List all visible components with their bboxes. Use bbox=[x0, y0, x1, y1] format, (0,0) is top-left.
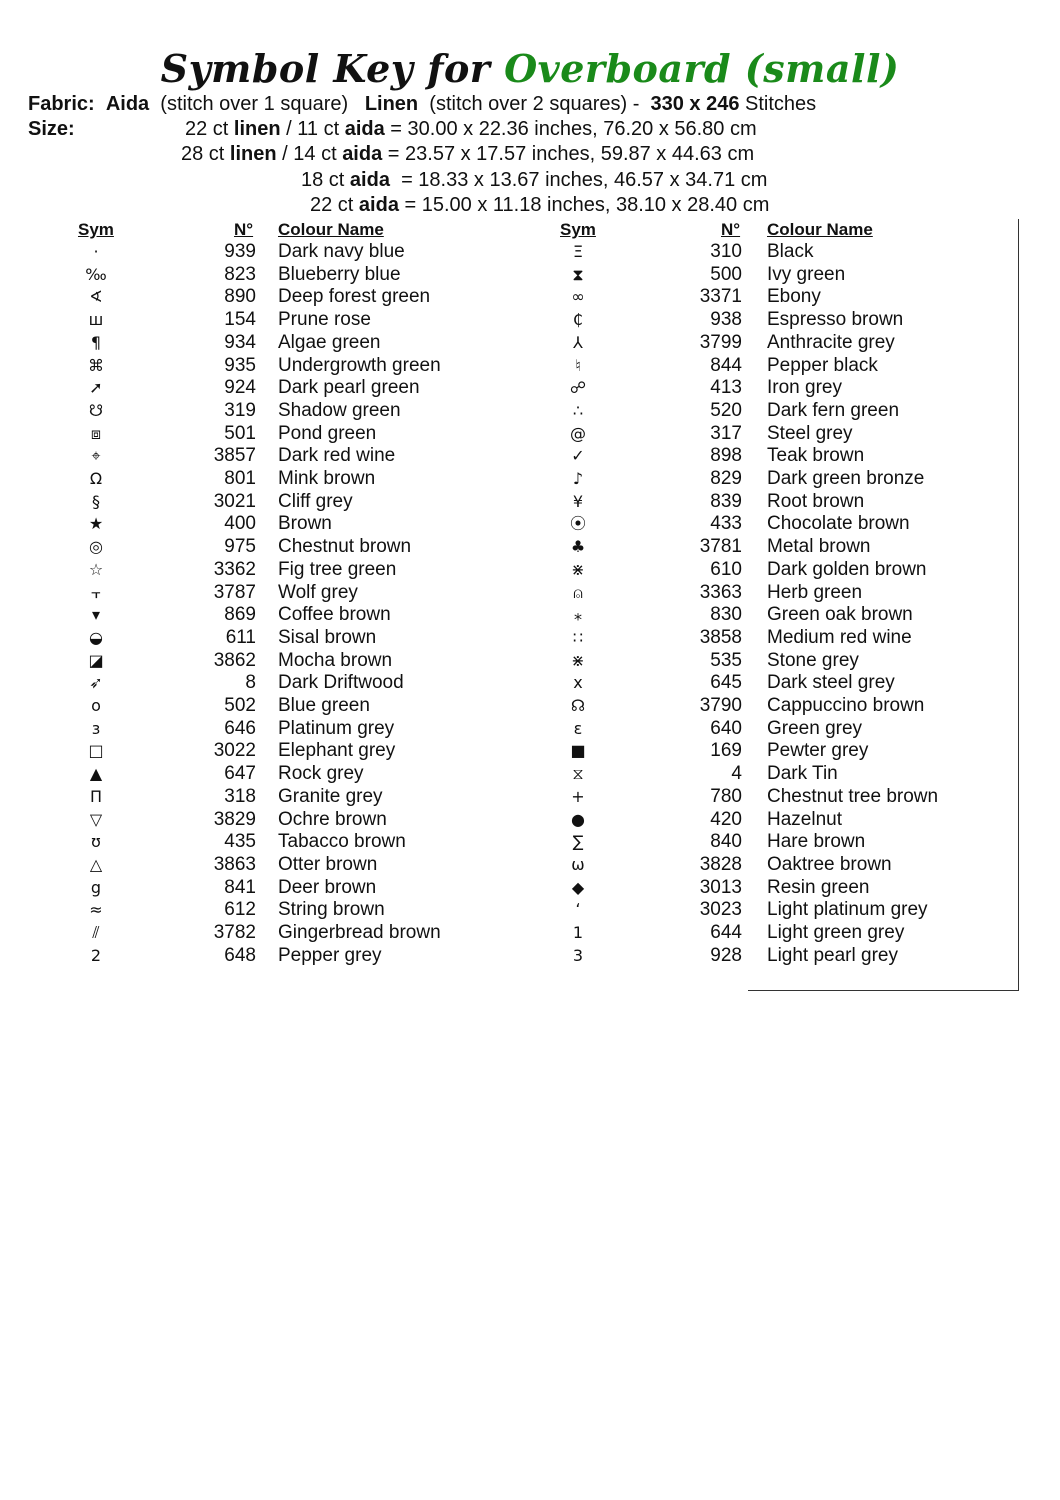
colour-name: Dark green bronze bbox=[767, 468, 925, 489]
thread-number: 3858 bbox=[699, 626, 742, 648]
table-row bbox=[0, 763, 1060, 786]
colour-name: Gingerbread brown bbox=[278, 922, 441, 943]
colour-name: String brown bbox=[278, 899, 385, 921]
thread-number: 780 bbox=[710, 785, 742, 807]
symbol-glyph: ⍝ bbox=[573, 582, 583, 602]
colour-name: Otter brown bbox=[278, 853, 378, 875]
thread-number: 535 bbox=[710, 649, 742, 671]
size-line bbox=[310, 193, 769, 218]
colour-name: Light platinum grey bbox=[767, 899, 928, 921]
colour-name: Dark Tin bbox=[767, 763, 838, 785]
colour-name: Herb green bbox=[767, 581, 863, 603]
size-fabric: aida bbox=[349, 169, 390, 191]
size-ct: 28 ct bbox=[181, 143, 230, 165]
thread-number: 839 bbox=[710, 490, 742, 512]
thread-number: 841 bbox=[224, 876, 256, 898]
table-row bbox=[0, 877, 1060, 900]
symbol-glyph: ɜ bbox=[91, 718, 101, 738]
size-ct: 22 ct bbox=[310, 194, 359, 216]
table-row bbox=[0, 604, 1060, 627]
symbol-glyph: ⁎ bbox=[574, 605, 582, 625]
table-row bbox=[0, 718, 1060, 741]
thread-number: 3857 bbox=[213, 445, 256, 467]
size-fabric: linen bbox=[233, 118, 281, 140]
header-name-right: Colour Name bbox=[767, 220, 873, 239]
size-dims: = 15.00 x 11.18 inches, 38.10 x 28.40 cm bbox=[398, 194, 770, 216]
symbol-glyph: · bbox=[93, 242, 99, 261]
thread-number: 420 bbox=[710, 808, 742, 830]
colour-name: Teak brown bbox=[767, 445, 865, 467]
thread-number: 169 bbox=[710, 740, 742, 762]
size-dims: = 23.57 x 17.57 inches, 59.87 x 44.63 cm bbox=[382, 143, 755, 165]
colour-name: Metal brown bbox=[767, 536, 871, 558]
symbol-glyph: Π bbox=[89, 786, 103, 806]
thread-number: 611 bbox=[225, 626, 256, 648]
symbol-glyph: Ξ bbox=[572, 242, 584, 261]
title-prefix: Symbol Key for bbox=[160, 46, 491, 91]
thread-number: 840 bbox=[710, 831, 742, 853]
symbol-glyph: ♮ bbox=[575, 355, 581, 375]
symbol-glyph: ∢ bbox=[89, 287, 103, 307]
thread-number: 823 bbox=[224, 263, 256, 285]
thread-number: 319 bbox=[224, 399, 256, 421]
size-label: Size: bbox=[28, 118, 75, 140]
colour-name: Sisal brown bbox=[278, 626, 377, 648]
colour-name: Cliff grey bbox=[278, 490, 353, 512]
header-num-left: N° bbox=[234, 220, 254, 239]
colour-name: Undergrowth green bbox=[278, 354, 441, 376]
table-row bbox=[0, 922, 1060, 945]
thread-number: 3022 bbox=[213, 740, 256, 762]
table-row bbox=[0, 332, 1060, 355]
fabric-line bbox=[28, 92, 816, 117]
symbol-glyph: ♣ bbox=[570, 537, 586, 557]
size-label-line bbox=[28, 117, 75, 142]
colour-name: Medium red wine bbox=[767, 626, 912, 648]
table-row bbox=[0, 650, 1060, 673]
symbol-glyph: ☍ bbox=[569, 378, 587, 398]
colour-name: Prune rose bbox=[278, 309, 371, 331]
symbol-glyph: ∷ bbox=[572, 627, 584, 647]
fabric-linen-note: (stitch over 2 squares) - bbox=[429, 93, 640, 115]
thread-number: 318 bbox=[224, 785, 256, 807]
symbol-glyph: ʊ bbox=[91, 832, 101, 852]
table-row bbox=[0, 627, 1060, 650]
symbol-glyph: 2 bbox=[90, 945, 102, 965]
colour-name: Wolf grey bbox=[278, 581, 358, 603]
thread-number: 8 bbox=[245, 672, 256, 694]
symbol-glyph: ¶ bbox=[90, 332, 102, 352]
thread-number: 3799 bbox=[699, 331, 742, 353]
colour-name: Black bbox=[767, 241, 814, 262]
colour-name: Root brown bbox=[767, 490, 865, 512]
symbol-glyph: ➚ bbox=[89, 378, 103, 398]
size-sep: / 14 ct bbox=[276, 143, 343, 165]
thread-number: 3863 bbox=[213, 853, 256, 875]
thread-number: 612 bbox=[224, 899, 256, 921]
fabric-label: Fabric: bbox=[28, 93, 95, 115]
symbol-glyph: ◎ bbox=[89, 537, 103, 557]
table-row bbox=[0, 355, 1060, 378]
thread-number: 610 bbox=[710, 558, 742, 580]
table-row bbox=[0, 241, 1060, 264]
size-fabric2: aida bbox=[342, 143, 383, 165]
colour-name: Shadow green bbox=[278, 399, 401, 421]
symbol-glyph: ★ bbox=[88, 514, 104, 534]
table-row bbox=[0, 286, 1060, 309]
thread-number: 317 bbox=[710, 422, 742, 444]
colour-name: Hare brown bbox=[767, 831, 866, 853]
symbol-glyph: ¥ bbox=[572, 491, 584, 511]
size-line bbox=[301, 168, 767, 193]
symbol-glyph: △ bbox=[89, 854, 103, 874]
thread-number: 890 bbox=[224, 286, 256, 308]
colour-name: Cappuccino brown bbox=[767, 695, 925, 716]
colour-name: Dark navy blue bbox=[278, 241, 405, 262]
colour-name: Pepper black bbox=[767, 354, 878, 376]
thread-number: 3013 bbox=[699, 876, 742, 898]
size-fabric: aida bbox=[358, 194, 399, 216]
colour-name: Blueberry blue bbox=[278, 263, 401, 285]
thread-number: 645 bbox=[710, 672, 742, 694]
thread-number: 975 bbox=[224, 536, 256, 558]
colour-name: Algae green bbox=[278, 331, 381, 353]
thread-number: 3781 bbox=[699, 536, 742, 558]
colour-name: Rock grey bbox=[278, 763, 364, 785]
symbol-glyph: ♪ bbox=[572, 469, 584, 488]
colour-name: Dark golden brown bbox=[767, 558, 927, 580]
symbol-glyph: ε bbox=[573, 718, 583, 738]
table-row bbox=[0, 445, 1060, 468]
thread-number: 502 bbox=[224, 695, 256, 716]
thread-number: 869 bbox=[224, 604, 256, 626]
symbol-glyph: ⧗ bbox=[572, 264, 584, 284]
symbol-glyph: ✓ bbox=[571, 446, 585, 466]
thread-number: 928 bbox=[710, 944, 742, 966]
pattern-name: Overboard (small) bbox=[504, 46, 900, 91]
thread-number: 3023 bbox=[699, 899, 742, 921]
colour-name: Green grey bbox=[767, 717, 863, 739]
thread-number: 898 bbox=[710, 445, 742, 467]
symbol-glyph: ■ bbox=[570, 741, 586, 761]
symbol-glyph: ∴ bbox=[572, 400, 584, 420]
table-row bbox=[0, 423, 1060, 446]
thread-number: 829 bbox=[710, 468, 742, 489]
size-dims: = 18.33 x 13.67 inches, 46.57 x 34.71 cm bbox=[389, 169, 768, 191]
colour-name: Chestnut brown bbox=[278, 536, 412, 558]
symbol-glyph: ⌖ bbox=[91, 446, 101, 466]
symbol-glyph: ω bbox=[571, 854, 585, 874]
symbol-glyph: g bbox=[90, 877, 102, 897]
header-name-left: Colour Name bbox=[278, 220, 384, 239]
colour-name: Coffee brown bbox=[278, 604, 391, 626]
stitch-dims: 330 x 246 bbox=[650, 93, 740, 115]
table-row bbox=[0, 854, 1060, 877]
thread-number: 935 bbox=[224, 354, 256, 376]
symbol-glyph: ▲ bbox=[89, 764, 103, 784]
thread-number: 3362 bbox=[213, 558, 256, 580]
table-row bbox=[0, 491, 1060, 514]
table-row bbox=[0, 786, 1060, 809]
thread-number: 3829 bbox=[213, 808, 256, 830]
symbol-glyph: ⅄ bbox=[573, 332, 583, 352]
symbol-glyph: § bbox=[92, 491, 100, 511]
colour-name: Stone grey bbox=[767, 649, 859, 671]
colour-name: Platinum grey bbox=[278, 717, 395, 739]
table-row bbox=[0, 672, 1060, 695]
colour-name: Light pearl grey bbox=[767, 944, 898, 966]
thread-number: 3828 bbox=[699, 853, 742, 875]
colour-name: Ivy green bbox=[767, 263, 846, 285]
colour-name: Mocha brown bbox=[278, 649, 393, 671]
fabric-aida: Aida bbox=[105, 93, 150, 115]
symbol-glyph: @ bbox=[570, 423, 586, 443]
colour-name: Granite grey bbox=[278, 785, 383, 807]
symbol-glyph: ◪ bbox=[88, 650, 104, 670]
thread-number: 644 bbox=[710, 922, 742, 943]
symbol-glyph: ⋇ bbox=[571, 559, 585, 579]
thread-number: 435 bbox=[224, 831, 256, 853]
symbol-glyph: ш bbox=[88, 310, 104, 330]
fabric-linen: Linen bbox=[364, 93, 419, 115]
colour-name: Ochre brown bbox=[278, 808, 387, 830]
symbol-glyph: 1 bbox=[572, 923, 584, 942]
symbol-glyph: ‰ bbox=[85, 264, 107, 284]
header-sym-right: Sym bbox=[560, 220, 596, 239]
symbol-glyph: ∞ bbox=[571, 287, 585, 307]
bottom-border bbox=[748, 990, 1019, 991]
thread-number: 413 bbox=[710, 377, 742, 399]
symbol-glyph: ⫟ bbox=[91, 582, 101, 602]
symbol-glyph: ☊ bbox=[570, 696, 586, 715]
table-row bbox=[0, 400, 1060, 423]
symbol-glyph: ≈ bbox=[89, 900, 103, 920]
thread-number: 844 bbox=[710, 354, 742, 376]
size-ct: 18 ct bbox=[301, 169, 350, 191]
fabric-aida-note: (stitch over 1 square) bbox=[160, 93, 349, 115]
thread-number: 934 bbox=[224, 331, 256, 353]
symbol-glyph: ₵ bbox=[572, 310, 584, 330]
table-row bbox=[0, 513, 1060, 536]
thread-number: 3363 bbox=[699, 581, 742, 603]
size-sep: / 11 ct bbox=[280, 118, 345, 140]
colour-name: Hazelnut bbox=[767, 808, 842, 830]
colour-name: Chestnut tree brown bbox=[767, 785, 939, 807]
table-row bbox=[0, 468, 1060, 491]
size-fabric: linen bbox=[229, 143, 277, 165]
colour-name: Oaktree brown bbox=[767, 853, 892, 875]
thread-number: 4 bbox=[731, 763, 742, 785]
colour-name: Ebony bbox=[767, 286, 821, 308]
colour-name: Espresso brown bbox=[767, 309, 904, 331]
table-row bbox=[0, 945, 1060, 968]
table-row bbox=[0, 809, 1060, 832]
page-title bbox=[0, 40, 1060, 98]
thread-number: 520 bbox=[710, 399, 742, 421]
colour-name: Steel grey bbox=[767, 422, 853, 444]
symbol-glyph: + bbox=[571, 786, 585, 806]
thread-number: 647 bbox=[224, 763, 256, 785]
thread-number: 501 bbox=[224, 422, 256, 444]
colour-name: Elephant grey bbox=[278, 740, 396, 762]
colour-name: Deep forest green bbox=[278, 286, 431, 308]
size-line bbox=[185, 117, 757, 142]
colour-name: Dark steel grey bbox=[767, 672, 895, 694]
colour-name: Deer brown bbox=[278, 876, 377, 898]
thread-number: 648 bbox=[224, 944, 256, 966]
colour-name: Light green grey bbox=[767, 922, 905, 943]
thread-number: 3787 bbox=[213, 581, 256, 603]
thread-number: 646 bbox=[224, 717, 256, 739]
thread-number: 801 bbox=[224, 468, 256, 489]
thread-number: 3862 bbox=[213, 649, 256, 671]
symbol-glyph: 3 bbox=[572, 945, 584, 965]
thread-number: 400 bbox=[224, 513, 256, 535]
header-sym-left: Sym bbox=[78, 220, 114, 239]
colour-name: Anthracite grey bbox=[767, 331, 895, 353]
table-row bbox=[0, 831, 1060, 854]
thread-number: 3790 bbox=[699, 695, 742, 716]
table-row bbox=[0, 559, 1060, 582]
thread-number: 3371 bbox=[699, 286, 742, 308]
right-border bbox=[1018, 219, 1019, 991]
thread-number: 433 bbox=[710, 513, 742, 535]
size-fabric2: aida bbox=[344, 118, 385, 140]
table-row bbox=[0, 264, 1060, 287]
symbol-glyph: ⌘ bbox=[88, 355, 104, 375]
colour-name: Tabacco brown bbox=[278, 831, 406, 853]
table-row bbox=[0, 582, 1060, 605]
colour-name: Dark Driftwood bbox=[278, 672, 404, 694]
symbol-glyph: □ bbox=[88, 741, 104, 761]
symbol-glyph: ☆ bbox=[88, 559, 104, 579]
symbol-glyph: x bbox=[573, 673, 583, 693]
colour-name: Dark red wine bbox=[278, 445, 396, 467]
colour-name: Brown bbox=[278, 513, 332, 535]
thread-number: 924 bbox=[224, 377, 256, 399]
colour-name: Resin green bbox=[767, 876, 870, 898]
symbol-glyph: ☋ bbox=[88, 400, 104, 420]
symbol-glyph: ∑ bbox=[572, 832, 584, 852]
colour-name: Dark fern green bbox=[767, 399, 900, 421]
thread-number: 310 bbox=[710, 241, 742, 262]
size-line bbox=[181, 142, 754, 167]
symbol-glyph: ◆ bbox=[571, 877, 585, 897]
symbol-glyph: ▽ bbox=[89, 809, 103, 829]
stitches-label: Stitches bbox=[745, 93, 817, 115]
symbol-glyph: ⧈ bbox=[90, 423, 102, 443]
symbol-glyph: ⋇ bbox=[571, 650, 585, 670]
size-dims: = 30.00 x 22.36 inches, 76.20 x 56.80 cm bbox=[384, 118, 757, 140]
colour-name: Fig tree green bbox=[278, 558, 397, 580]
colour-name: Mink brown bbox=[278, 468, 376, 489]
symbol-glyph: ⫽ bbox=[92, 923, 100, 942]
thread-number: 939 bbox=[224, 241, 256, 262]
symbol-glyph: ▾ bbox=[91, 605, 101, 625]
colour-name: Iron grey bbox=[767, 377, 842, 399]
table-row bbox=[0, 377, 1060, 400]
symbol-glyph: o bbox=[91, 696, 101, 715]
table-row bbox=[0, 899, 1060, 922]
table-row bbox=[0, 309, 1060, 332]
thread-number: 3021 bbox=[213, 490, 256, 512]
symbol-glyph: ◒ bbox=[89, 627, 103, 647]
colour-name: Green oak brown bbox=[767, 604, 913, 626]
table-row bbox=[0, 536, 1060, 559]
thread-number: 154 bbox=[224, 309, 256, 331]
table-row bbox=[0, 695, 1060, 718]
colour-name: Blue green bbox=[278, 695, 370, 716]
size-ct: 22 ct bbox=[185, 118, 234, 140]
symbol-glyph: ➶ bbox=[89, 673, 103, 693]
thread-number: 3782 bbox=[213, 922, 256, 943]
symbol-glyph: ⦿ bbox=[569, 514, 586, 534]
colour-name: Dark pearl green bbox=[278, 377, 420, 399]
thread-number: 640 bbox=[710, 717, 742, 739]
table-row bbox=[0, 740, 1060, 763]
symbol-glyph: ʻ bbox=[575, 900, 581, 920]
thread-number: 500 bbox=[710, 263, 742, 285]
colour-name: Pepper grey bbox=[278, 944, 382, 966]
thread-number: 830 bbox=[710, 604, 742, 626]
symbol-glyph: ⧖ bbox=[572, 764, 584, 784]
colour-name: Pond green bbox=[278, 422, 377, 444]
colour-name: Chocolate brown bbox=[767, 513, 910, 535]
colour-name: Pewter grey bbox=[767, 740, 869, 762]
thread-number: 938 bbox=[710, 309, 742, 331]
symbol-glyph: ● bbox=[571, 809, 585, 829]
symbol-glyph: Ω bbox=[89, 469, 103, 488]
header-num-right: N° bbox=[721, 220, 741, 239]
